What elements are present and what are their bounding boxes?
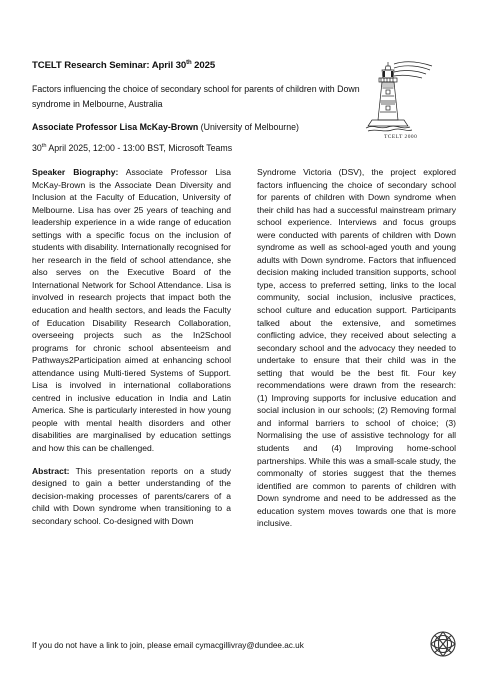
biography-text: Associate Professor Lisa McKay-Brown is the Associate Dean Diversity and Inclusion at the Faculty of Education, University of Melbourne. Lisa has over 25 years of teaching and leadership experience in a wide range of education settings with a specific focus on the inclusion of students with disability. Internationally recognised for her research in the field of school attendance, she also serves on the Executive Board of the International Network for School Attendance. Lisa is involved in research projects that impact both the education and health sectors, and leads the Faculty of Education Disability Research Collaboration, overseeing projects such as the In2School programs for chronic school absenteeism and Pathways2Participation aimed at enhancing school attendance using Multi-tiered Systems of Support. Lisa is involved in international collaborations centred in inclusive education in India and Latin America. She is particularly interested in how young people with mental health disorders and other disabilities are marginalised by education settings and how this can be challenged. (32, 167, 231, 454)
left-column (32, 166, 231, 527)
seminar-title: TCELT Research Seminar: April 30th 2025 (32, 60, 216, 72)
speaker-biography (32, 166, 231, 455)
celtic-knot-icon (429, 630, 457, 658)
abstract-start (32, 465, 231, 528)
footer-contact: If you do not have a link to join, please email cymacgillivray@dundee.ac.uk (32, 641, 304, 650)
abstract-label: Abstract: (32, 465, 70, 476)
speaker-line (32, 122, 299, 132)
talk-title: Factors influencing the choice of secondary school for parents of children with Down syndrome in Melbourne, Australia (32, 84, 360, 109)
speaker-name: Associate Professor Lisa McKay-Brown (32, 122, 199, 132)
biography-label: Speaker Biography: (32, 167, 119, 177)
logo-caption: TCELT 2000 (384, 134, 418, 140)
event-datetime: 30th April 2025, 12:00 - 13:00 BST, Microsoft Teams (32, 143, 233, 153)
speaker-affiliation: (University of Melbourne) (198, 122, 299, 132)
lighthouse-logo (364, 56, 436, 140)
abstract-continued: Syndrome Victoria (DSV), the project explored factors influencing the choice of secondary school for parents of children with Down syndrome when their child has had a successful mainstream primary school experience. Interviews and focus groups were conducted with parents of children with Down syndrome as well as school-aged youth and young adults with Down syndrome. Factors that influenced decision making included transition supports, school type, access to preferred setting, links to the local community, social inclusion, inclusive practices, school culture and education support. Participants talked about the extensive, and sometimes conflicting advice, they received about selecting a secondary school and the advocacy they needed to undertake to ensure that their child was in the setting that would be the best fit. Four key recommendations were drawn from the research: (1) Improving supports for inclusive education and social inclusion in our schools; (2) Removing formal and informal barriers to school of choice; (3) Normalising the use of assistive technology for all students and (4) Improving home-school partnerships. While this was a small-scale study, the commonalty of stories suggest that the themes identified are common to parents of children with Down syndrome and need to be addressed as the education system moves towards one that is more inclusive. (257, 167, 456, 529)
right-column (257, 166, 456, 530)
abstract-text-left: This presentation reports on a study designed to gain a better understanding of the decision-making processes of parents/carers of a child with Down syndrome when transitioning to a secondary school. Co-designed with Down (32, 465, 231, 526)
